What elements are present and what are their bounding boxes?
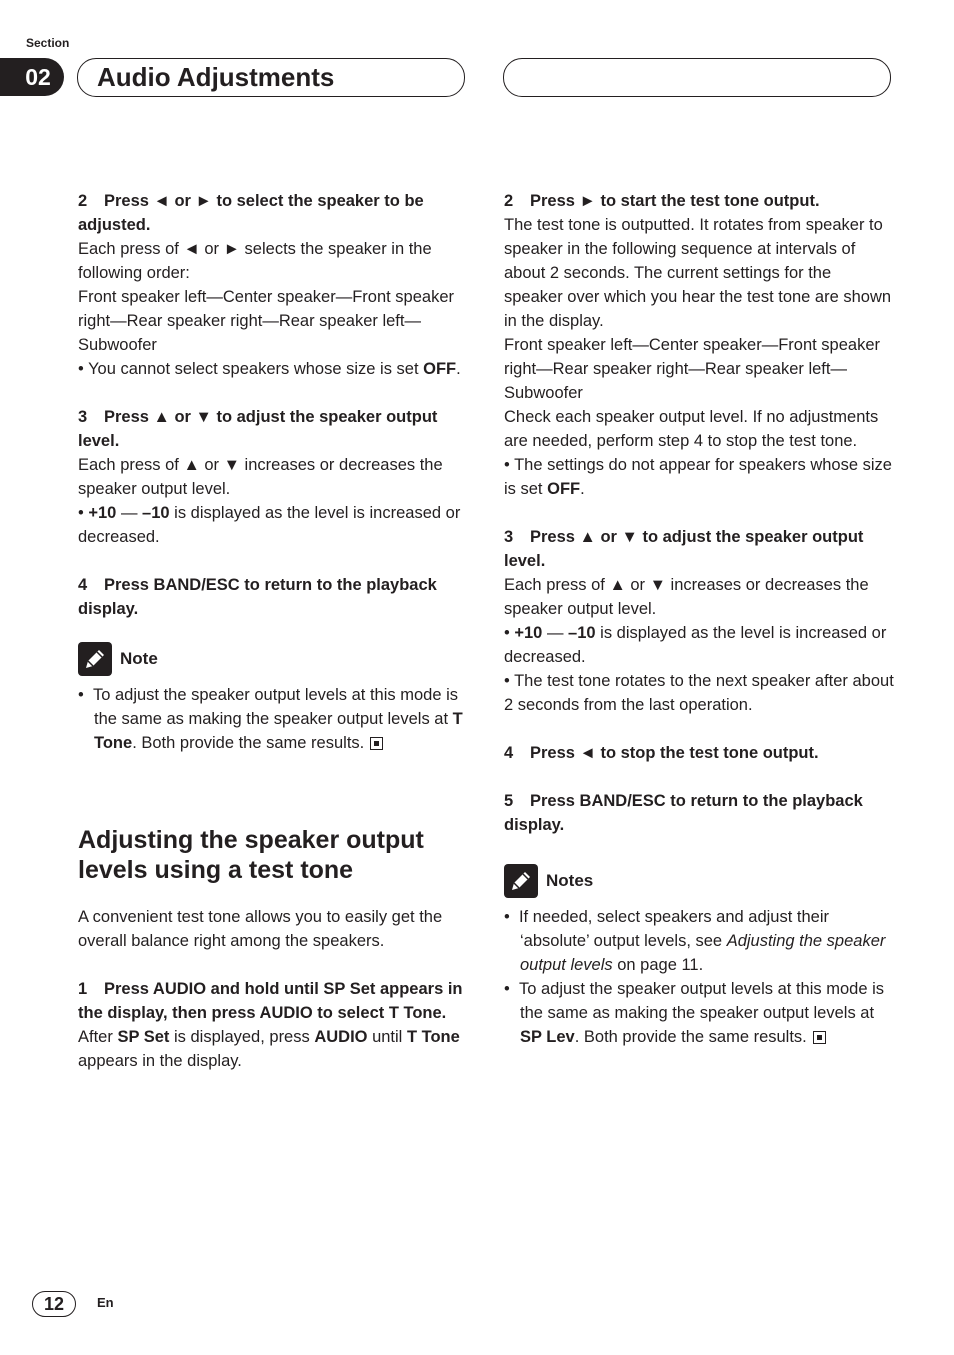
step-4-instruction: 4 Press ◄ to stop the test tone output. xyxy=(504,744,819,762)
section-label: Section xyxy=(26,36,70,50)
speaker-order: Front speaker left—Center speaker—Front speaker right—Rear speaker right—Rear speaker left—Subwoofer xyxy=(504,336,880,402)
step-2-bullet: • You cannot select speakers whose size is set OFF. xyxy=(78,360,461,378)
note-title: Note xyxy=(120,649,158,668)
note-bullet-2: • To adjust the speaker output levels at this mode is the same as making the speaker output levels at SP Lev. Both provide the same results. xyxy=(504,980,884,1046)
left-column xyxy=(78,189,468,1073)
note-header xyxy=(78,641,468,677)
end-mark-icon xyxy=(813,1031,826,1044)
notes-title: Notes xyxy=(546,871,594,890)
step-2-instruction: 2 Press ◄ or ► to select the speaker to be adjusted. xyxy=(78,192,424,234)
speaker-order: Front speaker left—Center speaker—Front speaker right—Rear speaker right—Rear speaker left—Subwoofer xyxy=(78,288,454,354)
step-3-bullet: • +10 — –10 is displayed as the level is increased or decreased. xyxy=(504,624,887,666)
step-2-body: The test tone is outputted. It rotates from speaker to speaker in the following sequence at intervals of about 2 seconds. The current settings for the speaker over which you hear the test tone are shown in the display. xyxy=(504,216,892,330)
language-label: En xyxy=(97,1295,114,1310)
step-2-body: Each press of ◄ or ► selects the speaker in the following order: xyxy=(78,240,432,282)
step-3-body: Each press of ▲ or ▼ increases or decreases the speaker output level. xyxy=(504,576,869,618)
end-mark-icon xyxy=(370,737,383,750)
note-bullet-1: • If needed, select speakers and adjust their ‘absolute’ output levels, see Adjusting the speaker output levels on page 11. xyxy=(504,908,886,974)
step-3-bullet: • +10 — –10 is displayed as the level is increased or decreased. xyxy=(78,504,461,546)
step-2-instruction: 2 Press ► to start the test tone output. xyxy=(504,192,820,210)
step-3-bullet-2: • The test tone rotates to the next speaker after about 2 seconds from the last operation. xyxy=(504,672,894,714)
step-2-bullet: • The settings do not appear for speakers whose size is set OFF. xyxy=(504,456,892,498)
page-number: 12 xyxy=(32,1291,76,1317)
check-level-text: Check each speaker output level. If no adjustments are needed, perform step 4 to stop the test tone. xyxy=(504,408,879,450)
section-number-badge: 02 xyxy=(0,58,64,96)
step-3-instruction: 3 Press ▲ or ▼ to adjust the speaker output level. xyxy=(504,528,864,570)
notes-header xyxy=(504,863,894,899)
section-heading: Adjusting the speaker output levels using a test tone xyxy=(78,826,424,884)
step-4-instruction: 4 Press BAND/ESC to return to the playback display. xyxy=(78,576,437,618)
pencil-note-icon xyxy=(504,864,538,898)
right-column xyxy=(504,189,894,1049)
step-3-instruction: 3 Press ▲ or ▼ to adjust the speaker output level. xyxy=(78,408,438,450)
header-empty-box xyxy=(503,58,891,97)
step-1-instruction: 1 Press AUDIO and hold until SP Set appears in the display, then press AUDIO to select T Tone. xyxy=(78,980,463,1022)
note-bullet: • To adjust the speaker output levels at this mode is the same as making the speaker output levels at T Tone. Both provide the same results. xyxy=(78,686,463,752)
step-5-instruction: 5 Press BAND/ESC to return to the playback display. xyxy=(504,792,863,834)
step-3-body: Each press of ▲ or ▼ increases or decreases the speaker output level. xyxy=(78,456,443,498)
step-1-body: After SP Set is displayed, press AUDIO until T Tone appears in the display. xyxy=(78,1028,460,1070)
page-title: Audio Adjustments xyxy=(77,58,465,97)
intro-text: A convenient test tone allows you to easily get the overall balance right among the speakers. xyxy=(78,908,443,950)
pencil-note-icon xyxy=(78,642,112,676)
